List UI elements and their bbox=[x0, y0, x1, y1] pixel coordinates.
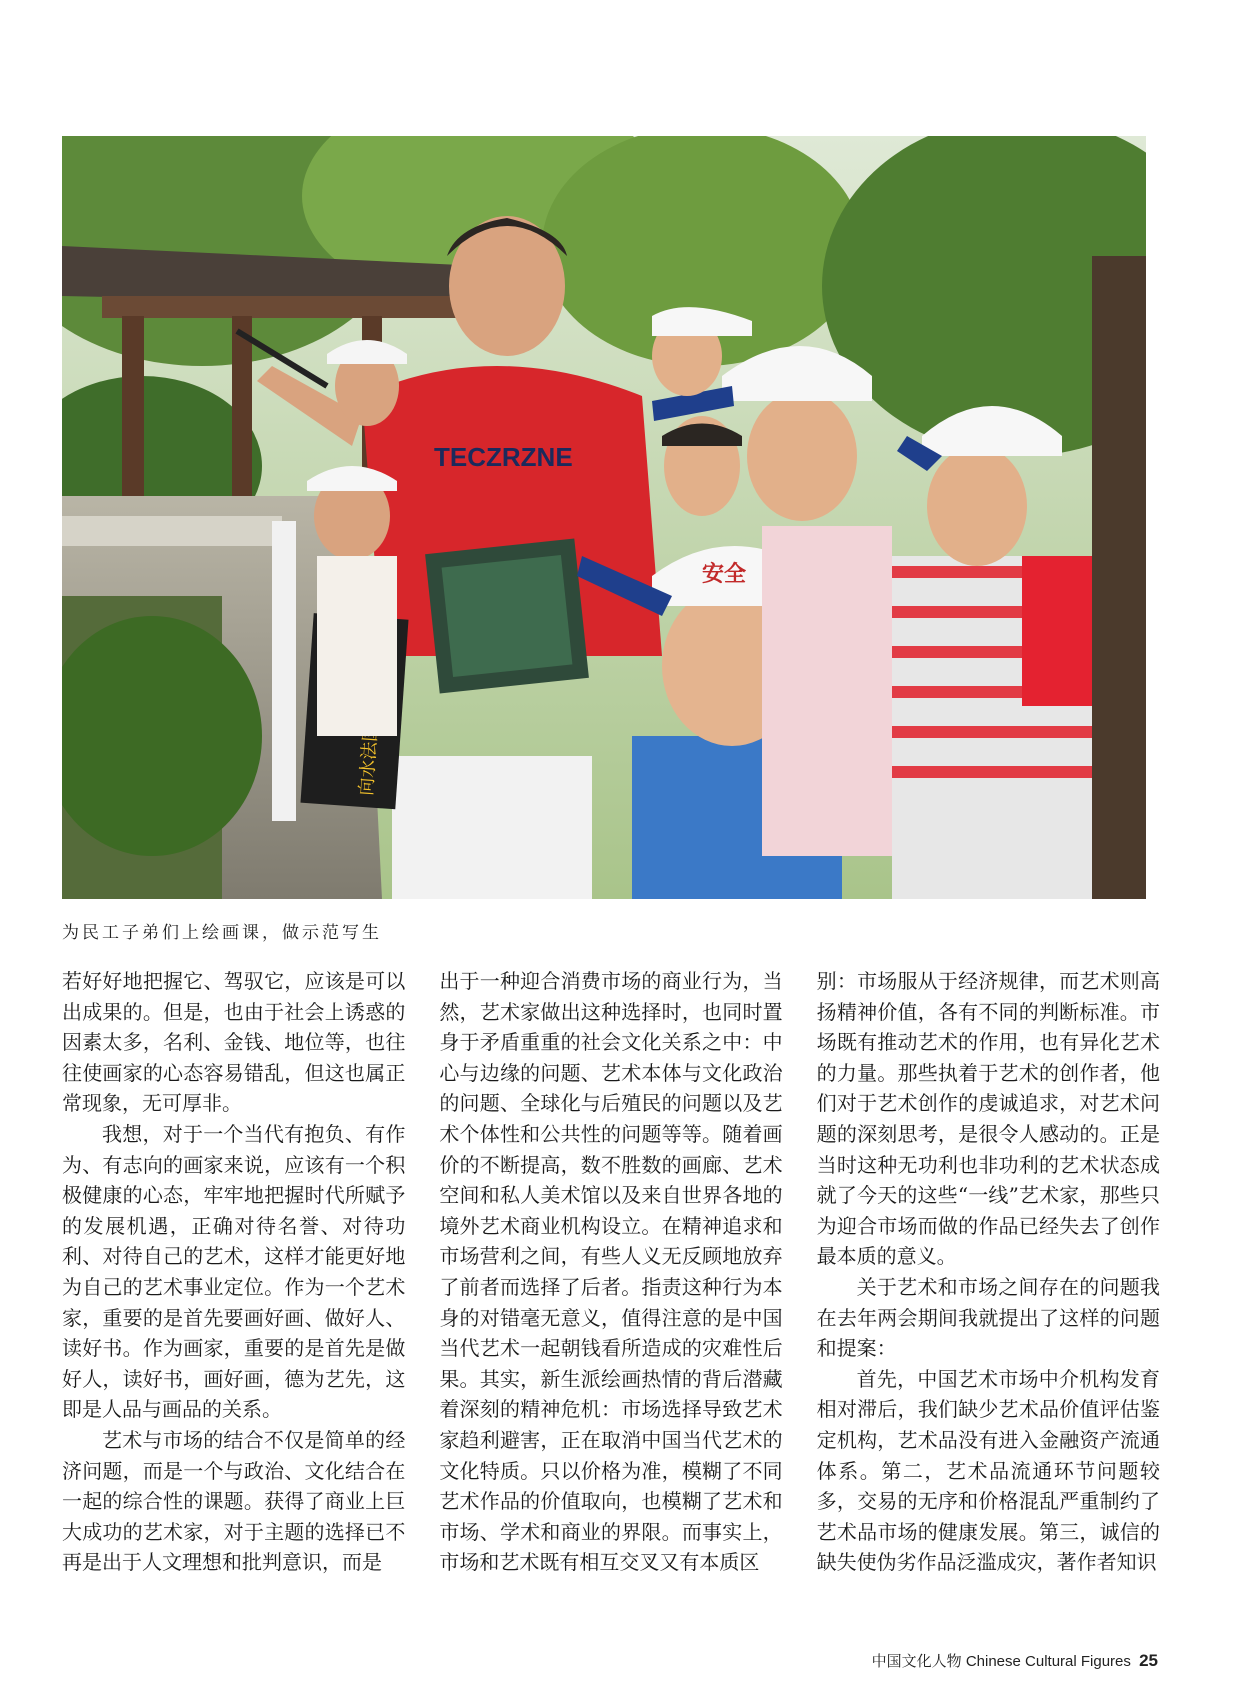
column-2 bbox=[439, 966, 783, 1575]
article-photo bbox=[62, 136, 1146, 899]
publication-name: 中国文化人物 Chinese Cultural Figures bbox=[871, 1653, 1131, 1670]
paragraph: 别：市场服从于经济规律，而艺术则高扬精神价值，各有不同的判断标准。市场既有推动艺术的作用，也有异化艺术的力量。那些执着于艺术的创作者，他们对于艺术创作的虔诚追求，对艺术问题的深刻思考，是很令人感动的。正是当时这种无功利也非功利的艺术状态成就了今天的这些“一线”艺术家，那些只为迎合市场而做的作品已经失去了创作最本质的意义。 bbox=[816, 969, 1160, 1269]
shirt-text: TECZRZNE bbox=[434, 442, 573, 472]
paragraph: 艺术与市场的结合不仅是简单的经济问题，而是一个与政治、文化结合在一起的综合性的课题。获得了商业上巨大成功的艺术家，对于主题的选择已不再是出于人文理想和批判意识，而是 bbox=[62, 1427, 406, 1575]
paragraph: 我想，对于一个当代有抱负、有作为、有志向的画家来说，应该有一个积极健康的心态，牢牢地把握时代所赋予的发展机遇，正确对待名誉、对待功利、对待自己的艺术，这样才能更好地为自己的艺术事业定位。作为一个艺术家，重要的是首先要画好画、做好人、读好书。作为画家，重要的是首先是做好人，读好书，画好画，德为艺先，这即是人品与画品的关系。 bbox=[62, 1121, 406, 1422]
page-footer bbox=[872, 1650, 1158, 1671]
paragraph: 若好好地把握它、驾驭它，应该是可以出成果的。但是，也由于社会上诱惑的因素太多，名利、金钱、地位等，也往往使画家的心态容易错乱，但这也属正常现象，无可厚非。 bbox=[62, 969, 406, 1116]
photo-illustration bbox=[62, 136, 1146, 899]
paragraph: 首先，中国艺术市场中介机构发育相对滞后，我们缺少艺术品价值评估鉴定机构，艺术品没有进入金融资产流通体系。第二，艺术品流通环节问题较多，交易的无序和价格混乱严重制约了艺术品市场的健康发展。第三，诚信的缺失使伪劣作品泛滥成灾，著作者知识 bbox=[816, 1366, 1160, 1575]
column-1 bbox=[62, 966, 406, 1575]
paragraph: 关于艺术和市场之间存在的问题我在去年两会期间我就提出了这样的问题和提案： bbox=[816, 1274, 1160, 1361]
photo-caption: 为民工子弟们上绘画课，做示范写生 bbox=[62, 923, 382, 943]
cap-text: 安全 bbox=[702, 562, 747, 587]
page-number: 25 bbox=[1139, 1651, 1158, 1670]
paragraph: 出于一种迎合消费市场的商业行为，当然，艺术家做出这种选择时，也同时置身于矛盾重重的社会文化关系之中：中心与边缘的问题、艺术本体与文化政治的问题、全球化与后殖民的问题以及艺术个体性和公共性的问题等等。随着画价的不断提高，数不胜数的画廊、艺术空间和私人美术馆以及来自世界各地的境外艺术商业机构设立。在精神追求和市场营利之间，有些人义无反顾地放弃了前者而选择了后者。指责这种行为本身的对错毫无意义，值得注意的是中国当代艺术一起朝钱看所造成的灾难性后果。其实，新生派绘画热情的背后潜藏着深刻的精神危机：市场选择导致艺术家趋利避害，正在取消中国当代艺术的文化特质。只以价格为准，模糊了不同艺术作品的价值取向，也模糊了艺术和市场、学术和商业的界限。而事实上，市场和艺术既有相互交叉又有本质区 bbox=[439, 969, 783, 1575]
article-body bbox=[62, 966, 1160, 1575]
column-3 bbox=[816, 966, 1160, 1575]
